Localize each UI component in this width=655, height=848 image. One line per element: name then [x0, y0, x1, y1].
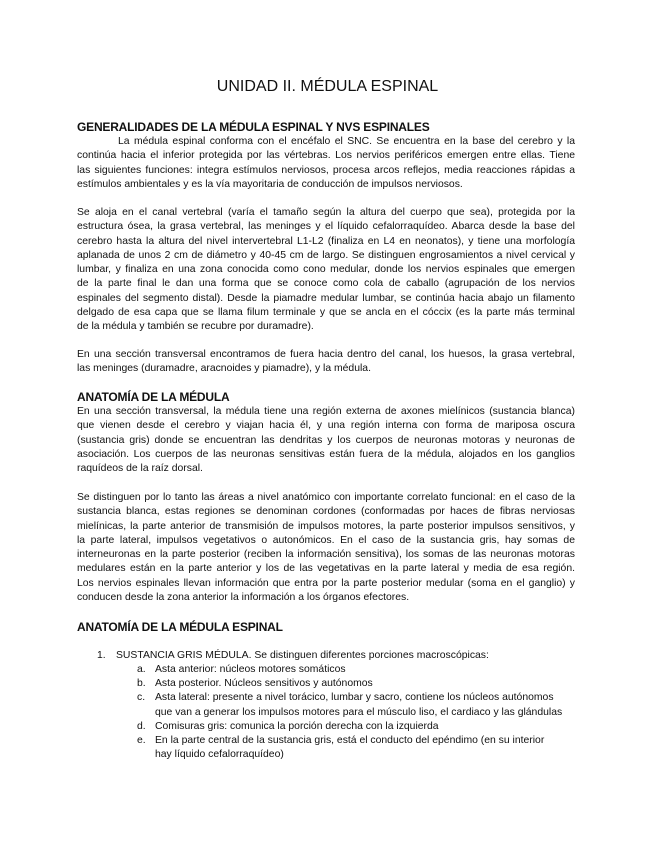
text-line: conducen desde la zona anterior la información a los órganos efectores. — [77, 591, 410, 603]
list-marker: a. — [137, 664, 146, 675]
text-line: medulares están en la parte anterior y los de las vegetativas en la parte lateral y media de esa región. — [77, 563, 575, 575]
text-line: espinales del segmento distal). Desde la piamadre medular lumbar, se continúa hacia abajo un filamento — [77, 292, 575, 304]
text-line: la parte lateral, impulsos vegetativos o autonómicos. En el caso de la sustancia gris, hay somas de — [77, 534, 575, 546]
text-line: estructura ósea, la grasa vertebral, las meninges y el líquido cefalorraquídeo. Abarca desde la base del — [77, 221, 575, 233]
text-line: En una sección transversal encontramos de fuera hacia dentro del canal, los huesos, la grasa vertebral, — [77, 349, 575, 360]
section-heading-anatomia-medula-espinal: ANATOMÍA DE LA MÉDULA ESPINAL — [77, 620, 283, 634]
list-item-asta-posterior: Asta posterior. Núcleos sensitivos y autónomos — [155, 678, 373, 689]
text-line: Se distinguen por lo tanto las áreas a nivel anatómico con importante correlato funcional: en el caso de la — [77, 492, 575, 503]
text-line: delgado de esa capa que se llama filum terminale y que se ancla en el cóccix (es la parte más terminal — [77, 306, 575, 318]
text-line: sustancia blanca, estas regiones se denominan cordones (conformadas por haces de fibras nerviosas — [77, 506, 575, 518]
text-line: raquídeos de la raíz dorsal. — [77, 463, 203, 474]
text-line: mielínicas, la parte anterior de transmisión de impulsos motores, la parte posterior impulsos sensitivos, y — [77, 520, 575, 532]
paragraph — [77, 405, 575, 476]
text-line: interneuronas en la parte posterior (reciben la información sensitiva), los somas de las neuronas motoras — [77, 549, 575, 560]
list-marker: c. — [137, 692, 146, 703]
list-marker: e. — [137, 735, 146, 746]
paragraph — [77, 135, 575, 192]
text-line: Los nervios espinales llevan información que entra por la parte posterior medular (soma en el ganglio) y — [77, 577, 575, 589]
paragraph — [77, 491, 575, 605]
list-marker: d. — [137, 721, 146, 732]
list-item-sustancia-gris: SUSTANCIA GRIS MÉDULA. Se distinguen diferentes porciones macroscópicas: — [116, 650, 489, 661]
list-marker: b. — [137, 678, 146, 689]
text-line: que vienen desde el cerebro y viajan hacia él, y una región interna con forma de mariposa oscura — [77, 420, 575, 432]
list-item-ependimo: En la parte central de la sustancia gris, está el conducto del epéndimo (en su interior — [155, 735, 545, 746]
text-line: las siguientes funciones: integra estímulos nerviosos, procesa arcos reflejos, media reacciones rápidas a — [77, 164, 575, 176]
list-item-asta-anterior: Asta anterior: núcleos motores somáticos — [155, 664, 346, 675]
list-item-ependimo-cont: hay líquido cefalorraquídeo) — [155, 749, 284, 760]
text-line: las meninges (duramadre, aracnoides y piamadre), y la médula. — [77, 363, 371, 375]
paragraph — [77, 348, 575, 377]
text-line: aplanada de unos 2 cm de diámetro y 40-45 cm de largo. Se distinguen engrosamientos a nivel cervical y — [77, 249, 575, 261]
text-line: de la parte final le dan una forma que se conoce como cola de caballo (agrupación de los nervios — [77, 278, 575, 290]
section-heading-anatomia-medula: ANATOMÍA DE LA MÉDULA — [77, 390, 230, 404]
text-line: estímulos ambientales y es la vía mayoritaria de conducción de impulsos nerviosos. — [77, 178, 463, 190]
list-item-comisuras: Comisuras gris: comunica la porción derecha con la izquierda — [155, 721, 439, 732]
text-line: Se aloja en el canal vertebral (varía el tamaño según la altura del cuerpo que sea), protegida por la — [77, 207, 575, 218]
text-line: asociación. Los cuerpos de las neuronas sensitivas están fuera de la médula, alojados en los ganglios — [77, 448, 575, 460]
list-item-asta-lateral: Asta lateral: presente a nivel torácico, lumbar y sacro, contiene los núcleos autónomos — [155, 692, 554, 703]
page-title: UNIDAD II. MÉDULA ESPINAL — [216, 78, 439, 95]
text-line: lumbar, y finaliza en una zona conocida como cono medular, donde los nervios espinales que emergen — [77, 264, 575, 275]
list-marker: 1. — [97, 650, 106, 661]
list-item-asta-lateral-cont: que van a generar los impulsos motores para el músculo liso, el cardiaco y las glándulas — [155, 707, 563, 718]
text-line: de la médula y también se recubre por duramadre). — [77, 321, 314, 332]
paragraph — [77, 206, 575, 334]
text-line: La médula espinal conforma con el encéfalo el SNC. Se encuentra en la base del cerebro y la — [118, 136, 575, 147]
text-line: (sustancia gris) donde se encuentran las dendritas y los cuerpos de neuronas motoras y neuronas de — [77, 434, 575, 446]
text-line: En una sección transversal, la médula tiene una región externa de axones mielínicos (sustancia blanca) — [77, 406, 575, 417]
text-line: continúa hacia el inferior protegida por las vértebras. Los nervios periféricos emergen entre ellas. Tiene — [77, 150, 575, 162]
section-heading-generalidades: GENERALIDADES DE LA MÉDULA ESPINAL Y NVS ESPINALES — [77, 120, 430, 134]
text-line: cerebro hasta la altura del nivel intervertebral L1-L2 (finaliza en L4 en neonatos), y tiene una morfología — [77, 235, 575, 247]
